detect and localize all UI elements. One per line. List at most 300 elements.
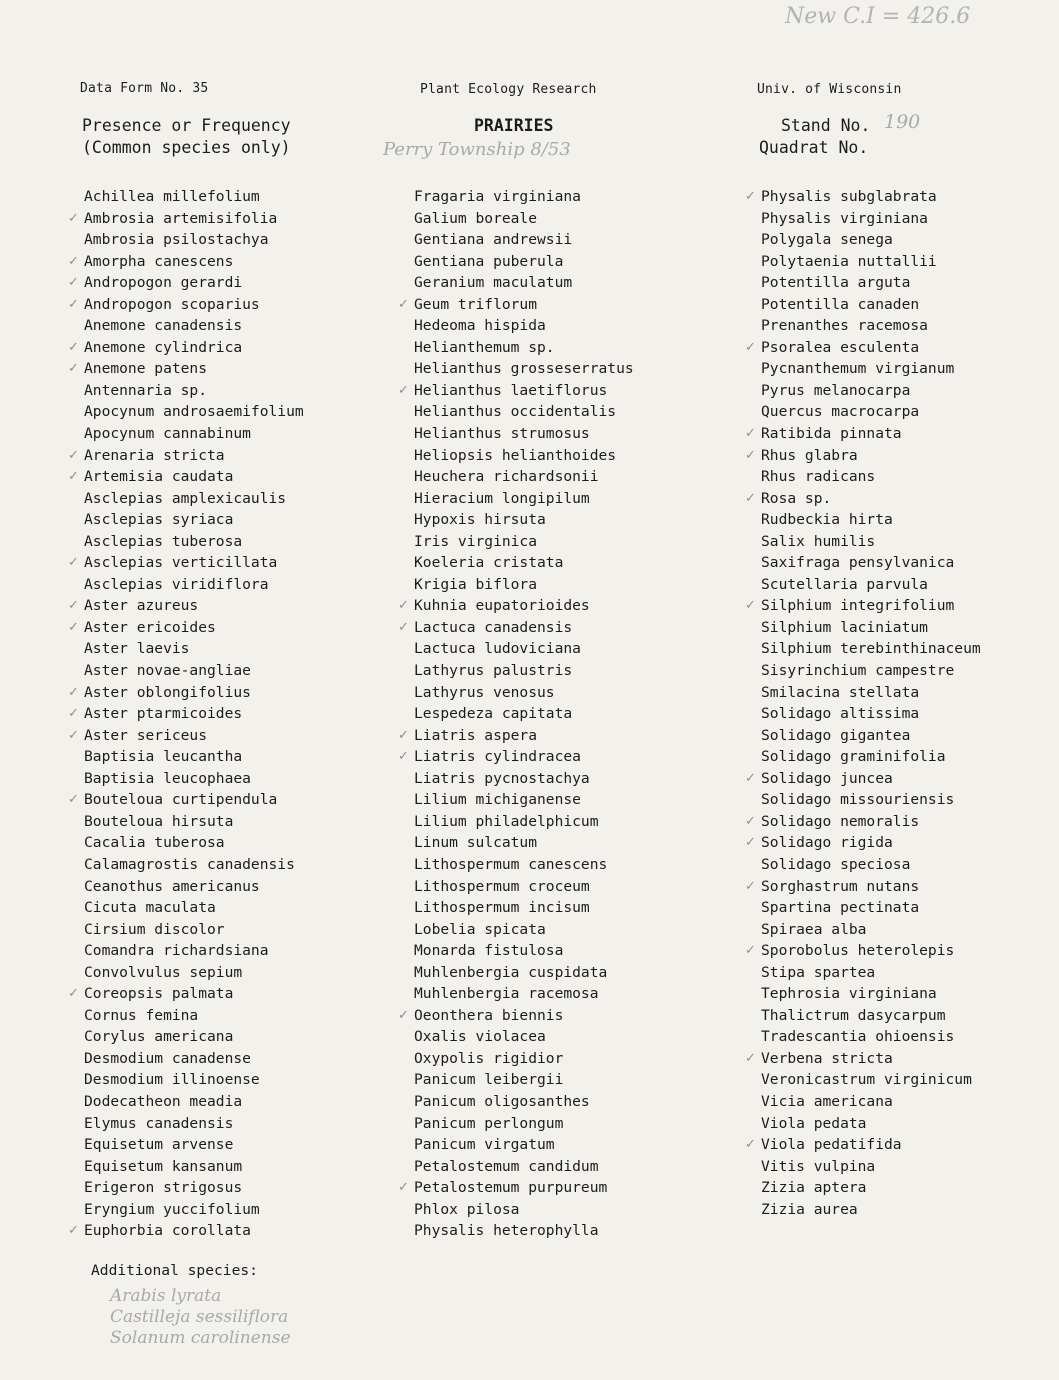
species-name: Heliopsis helianthoides: [414, 446, 617, 464]
species-row: [398, 725, 744, 747]
species-name: Andropogon scoparius: [84, 295, 260, 313]
species-row: [761, 1069, 1059, 1091]
species-row: [414, 811, 744, 833]
species-name: Lithospermum croceum: [414, 877, 590, 895]
species-row: [414, 854, 744, 876]
species-row: [745, 1048, 1059, 1070]
species-row: [84, 1134, 414, 1156]
species-row: [761, 1199, 1059, 1221]
check-mark-icon: ✓: [68, 447, 79, 463]
species-name: Corylus americana: [84, 1028, 234, 1046]
species-row: [414, 531, 744, 553]
species-row: [745, 811, 1059, 833]
species-name: Prenanthes racemosa: [761, 317, 928, 335]
species-name: Silphium laciniatum: [761, 618, 928, 636]
species-name: Elymus canadensis: [84, 1114, 234, 1132]
species-name: Gentiana puberula: [414, 252, 564, 270]
species-row: [745, 423, 1059, 445]
species-name: Cacalia tuberosa: [84, 834, 225, 852]
species-name: Aster laevis: [84, 640, 190, 658]
species-name: Oeonthera biennis: [414, 1006, 564, 1024]
species-row: [84, 380, 414, 402]
check-mark-icon: ✓: [398, 382, 409, 398]
species-row: [414, 1199, 744, 1221]
species-row: [761, 401, 1059, 423]
species-name: Rosa sp.: [761, 489, 832, 507]
species-name: Aster novae-angliae: [84, 662, 251, 680]
species-name: Helianthus strumosus: [414, 425, 590, 443]
species-row: [68, 272, 414, 294]
species-row: [414, 682, 744, 704]
species-row: [84, 832, 414, 854]
check-mark-icon: ✓: [745, 189, 756, 204]
species-name: Liatris aspera: [414, 726, 538, 744]
species-name: Equisetum kansanum: [84, 1157, 243, 1175]
check-mark-icon: ✓: [68, 339, 79, 355]
species-row: [761, 1156, 1059, 1178]
species-name: Anemone canadensis: [84, 317, 243, 335]
species-name: Saxifraga pensylvanica: [761, 554, 955, 572]
species-row: [398, 617, 744, 639]
species-row: [761, 1113, 1059, 1135]
species-row: [414, 638, 744, 660]
species-name: Rudbeckia hirta: [761, 511, 893, 529]
check-mark-icon: ✓: [68, 619, 79, 635]
check-mark-icon: ✓: [745, 447, 756, 463]
species-row: [68, 1220, 414, 1242]
species-row: [761, 380, 1059, 402]
species-row: [761, 725, 1059, 747]
species-name: Andropogon gerardi: [84, 274, 243, 292]
additional-species-item: Arabis lyrata: [110, 1286, 222, 1306]
species-name: Veronicastrum virginicum: [761, 1071, 972, 1089]
species-name: Galium boreale: [414, 209, 538, 227]
check-mark-icon: ✓: [68, 706, 79, 722]
species-row: [84, 315, 414, 337]
species-name: Zizia aptera: [761, 1179, 867, 1197]
species-row: [761, 1005, 1059, 1027]
species-name: Salix humilis: [761, 532, 876, 550]
species-name: Ambrosia psilostachya: [84, 231, 269, 249]
species-row: [68, 445, 414, 467]
species-row: [84, 919, 414, 941]
species-name: Tephrosia virginiana: [761, 985, 937, 1003]
species-row: [68, 725, 414, 747]
species-row: [84, 1199, 414, 1221]
species-name: Kuhnia eupatorioides: [414, 597, 590, 615]
species-row: [414, 962, 744, 984]
species-name: Thalictrum dasycarpum: [761, 1006, 946, 1024]
species-name: Helianthus occidentalis: [414, 403, 617, 421]
species-name: Lithospermum canescens: [414, 855, 608, 873]
species-row: [414, 919, 744, 941]
species-name: Panicum virgatum: [414, 1136, 555, 1154]
species-name: Phlox pilosa: [414, 1200, 520, 1218]
species-name: Solidago juncea: [761, 769, 893, 787]
species-row: [68, 337, 414, 359]
species-row: [414, 1026, 744, 1048]
species-name: Silphium integrifolium: [761, 597, 955, 615]
species-row: [414, 1091, 744, 1113]
species-name: Monarda fistulosa: [414, 942, 564, 960]
check-mark-icon: ✓: [745, 1137, 756, 1153]
species-name: Comandra richardsiana: [84, 942, 269, 960]
species-row: [398, 1177, 744, 1199]
form-number: Data Form No. 35: [80, 81, 209, 96]
species-row: [761, 251, 1059, 273]
species-name: Iris virginica: [414, 532, 538, 550]
species-name: Ambrosia artemisifolia: [84, 209, 278, 227]
species-name: Oxalis violacea: [414, 1028, 546, 1046]
species-row: [84, 1156, 414, 1178]
lab-name: Plant Ecology Research: [420, 82, 597, 97]
species-row: [761, 531, 1059, 553]
check-mark-icon: ✓: [68, 986, 79, 1002]
species-row: [761, 854, 1059, 876]
species-name: Oxypolis rigidior: [414, 1049, 564, 1067]
university-name: Univ. of Wisconsin: [757, 82, 902, 97]
species-row: [414, 660, 744, 682]
check-mark-icon: ✓: [745, 770, 756, 786]
species-name: Eryngium yuccifolium: [84, 1200, 260, 1218]
species-name: Krigia biflora: [414, 575, 538, 593]
species-name: Verbena stricta: [761, 1049, 893, 1067]
species-row: [414, 1048, 744, 1070]
species-name: Panicum perlongum: [414, 1114, 564, 1132]
species-name: Achillea millefolium: [84, 188, 260, 205]
species-name: Pyrus melanocarpa: [761, 381, 911, 399]
species-name: Hypoxis hirsuta: [414, 511, 546, 529]
species-name: Geranium maculatum: [414, 274, 573, 292]
species-name: Geum triflorum: [414, 295, 538, 313]
species-row: [68, 682, 414, 704]
species-name: Heuchera richardsonii: [414, 468, 599, 486]
species-name: Amorpha canescens: [84, 252, 234, 270]
species-name: Aster sericeus: [84, 726, 208, 744]
species-name: Cirsium discolor: [84, 920, 225, 938]
species-row: [398, 1005, 744, 1027]
species-name: Baptisia leucantha: [84, 748, 243, 766]
species-row: [84, 1026, 414, 1048]
species-name: Lactuca canadensis: [414, 618, 573, 636]
additional-species-item: Castilleja sessiliflora: [110, 1307, 289, 1327]
species-row: [414, 876, 744, 898]
species-name: Fragaria virginiana: [414, 188, 581, 205]
check-mark-icon: ✓: [745, 813, 756, 829]
species-name: Ceanothus americanus: [84, 877, 260, 895]
species-name: Asclepias tuberosa: [84, 532, 243, 550]
species-row: [761, 509, 1059, 531]
species-row: [84, 1069, 414, 1091]
species-row: [745, 337, 1059, 359]
species-name: Apocynum androsaemifolium: [84, 403, 304, 421]
species-row: [761, 1091, 1059, 1113]
stand-value: 190: [884, 111, 921, 133]
species-row: [84, 531, 414, 553]
species-name: Liatris pycnostachya: [414, 769, 590, 787]
check-mark-icon: ✓: [398, 1007, 409, 1023]
species-row: [84, 660, 414, 682]
species-row: [414, 832, 744, 854]
check-mark-icon: ✓: [398, 296, 409, 312]
species-row: [414, 509, 744, 531]
species-name: Desmodium canadense: [84, 1049, 251, 1067]
check-mark-icon: ✓: [745, 426, 756, 442]
species-name: Lespedeza capitata: [414, 705, 573, 723]
species-name: Aster ericoides: [84, 618, 216, 636]
species-row: [745, 876, 1059, 898]
species-name: Solidago rigida: [761, 834, 893, 852]
species-name: Spartina pectinata: [761, 899, 920, 917]
check-mark-icon: ✓: [745, 339, 756, 355]
species-row: [761, 638, 1059, 660]
check-mark-icon: ✓: [68, 684, 79, 700]
species-row: [84, 811, 414, 833]
species-name: Desmodium illinoense: [84, 1071, 260, 1089]
species-name: Helianthus grosseserratus: [414, 360, 634, 378]
species-row: [84, 1048, 414, 1070]
species-name: Liatris cylindracea: [414, 748, 581, 766]
species-row: [68, 703, 414, 725]
species-row: [84, 186, 414, 208]
species-name: Viola pedatifida: [761, 1136, 902, 1154]
species-row: [84, 1177, 414, 1199]
quadrat-label: Quadrat No.: [759, 138, 869, 157]
species-name: Polygala senega: [761, 231, 893, 249]
species-name: Lilium philadelphicum: [414, 812, 599, 830]
species-row: [84, 897, 414, 919]
species-name: Lathyrus venosus: [414, 683, 555, 701]
species-name: Rhus glabra: [761, 446, 858, 464]
check-mark-icon: ✓: [68, 275, 79, 291]
species-row: [84, 229, 414, 251]
check-mark-icon: ✓: [68, 792, 79, 808]
species-name: Coreopsis palmata: [84, 985, 234, 1003]
species-row: [414, 703, 744, 725]
species-row: [84, 574, 414, 596]
species-row: [84, 638, 414, 660]
species-row: [414, 208, 744, 230]
species-name: Linum sulcatum: [414, 834, 538, 852]
species-row: [68, 983, 414, 1005]
species-name: Antennaria sp.: [84, 381, 208, 399]
species-row: [414, 401, 744, 423]
species-name: Ratibida pinnata: [761, 425, 902, 443]
species-row: [761, 682, 1059, 704]
species-row: [398, 294, 744, 316]
species-row: [761, 746, 1059, 768]
species-row: [414, 789, 744, 811]
species-row: [68, 466, 414, 488]
species-row: [761, 617, 1059, 639]
check-mark-icon: ✓: [745, 490, 756, 506]
species-row: [745, 186, 1059, 208]
species-row: [761, 897, 1059, 919]
species-row: [414, 1220, 744, 1242]
species-row: [745, 1134, 1059, 1156]
species-name: Physalis subglabrata: [761, 188, 937, 205]
species-row: [414, 1134, 744, 1156]
species-name: Anemone cylindrica: [84, 338, 243, 356]
species-name: Polytaenia nuttallii: [761, 252, 937, 270]
species-name: Aster azureus: [84, 597, 199, 615]
species-row: [414, 1156, 744, 1178]
check-mark-icon: ✓: [68, 361, 79, 377]
species-name: Gentiana andrewsii: [414, 231, 573, 249]
species-row: [745, 445, 1059, 467]
species-name: Convolvulus sepium: [84, 963, 243, 981]
species-name: Hieracium longipilum: [414, 489, 590, 507]
species-row: [414, 466, 744, 488]
species-row: [414, 272, 744, 294]
species-row: [68, 595, 414, 617]
species-name: Rhus radicans: [761, 468, 876, 486]
species-name: Psoralea esculenta: [761, 338, 920, 356]
check-mark-icon: ✓: [398, 598, 409, 614]
species-name: Potentilla arguta: [761, 274, 911, 292]
species-row: [745, 768, 1059, 790]
species-row: [68, 294, 414, 316]
species-name: Panicum leibergii: [414, 1071, 564, 1089]
species-row: [68, 552, 414, 574]
species-name: Lathyrus palustris: [414, 662, 573, 680]
species-name: Physalis heterophylla: [414, 1222, 599, 1240]
species-name: Tradescantia ohioensis: [761, 1028, 955, 1046]
species-row: [414, 574, 744, 596]
species-row: [761, 272, 1059, 294]
species-row: [84, 488, 414, 510]
species-row: [68, 208, 414, 230]
species-name: Quercus macrocarpa: [761, 403, 920, 421]
check-mark-icon: ✓: [68, 1223, 79, 1239]
species-row: [84, 876, 414, 898]
check-mark-icon: ✓: [68, 727, 79, 743]
species-name: Solidago speciosa: [761, 855, 911, 873]
species-row: [414, 768, 744, 790]
species-name: Lilium michiganense: [414, 791, 581, 809]
species-name: Sporobolus heterolepis: [761, 942, 955, 960]
species-name: Bouteloua hirsuta: [84, 812, 234, 830]
species-row: [761, 919, 1059, 941]
check-mark-icon: ✓: [68, 296, 79, 312]
species-name: Lobelia spicata: [414, 920, 546, 938]
species-row: [761, 660, 1059, 682]
species-row: [84, 746, 414, 768]
species-row: [414, 897, 744, 919]
species-row: [761, 294, 1059, 316]
species-name: Koeleria cristata: [414, 554, 564, 572]
species-name: Bouteloua curtipendula: [84, 791, 278, 809]
species-row: [414, 1069, 744, 1091]
species-name: Sisyrinchium campestre: [761, 662, 955, 680]
species-row: [414, 983, 744, 1005]
species-row: [68, 789, 414, 811]
species-row: [761, 789, 1059, 811]
check-mark-icon: ✓: [68, 469, 79, 485]
species-row: [761, 1177, 1059, 1199]
species-name: Silphium terebinthinaceum: [761, 640, 981, 658]
species-column-1: [68, 186, 414, 1242]
species-name: Apocynum cannabinum: [84, 425, 251, 443]
check-mark-icon: ✓: [745, 878, 756, 894]
species-name: Solidago missouriensis: [761, 791, 955, 809]
form-title-line-1: Presence or Frequency: [82, 116, 291, 135]
additional-species-label: Additional species:: [91, 1262, 258, 1279]
handwritten-ci-note: New C.I = 426.6: [785, 4, 971, 29]
species-name: Muhlenbergia racemosa: [414, 985, 599, 1003]
species-row: [414, 337, 744, 359]
species-name: Erigeron strigosus: [84, 1179, 243, 1197]
species-row: [68, 358, 414, 380]
check-mark-icon: ✓: [398, 1180, 409, 1196]
species-row: [68, 251, 414, 273]
species-row: [414, 251, 744, 273]
species-row: [745, 488, 1059, 510]
check-mark-icon: ✓: [68, 555, 79, 571]
form-title-line-2: (Common species only): [82, 138, 291, 157]
species-name: Spiraea alba: [761, 920, 867, 938]
species-name: Aster ptarmicoides: [84, 705, 243, 723]
species-name: Solidago nemoralis: [761, 812, 920, 830]
species-row: [761, 466, 1059, 488]
species-row: [745, 940, 1059, 962]
species-name: Sorghastrum nutans: [761, 877, 920, 895]
species-name: Dodecatheon meadia: [84, 1092, 243, 1110]
species-row: [761, 1026, 1059, 1048]
species-row: [84, 401, 414, 423]
species-name: Equisetum arvense: [84, 1136, 234, 1154]
species-row: [761, 574, 1059, 596]
species-name: Solidago altissima: [761, 705, 920, 723]
species-row: [414, 358, 744, 380]
species-row: [414, 186, 744, 208]
species-row: [398, 380, 744, 402]
check-mark-icon: ✓: [745, 835, 756, 851]
species-row: [414, 488, 744, 510]
species-name: Calamagrostis canadensis: [84, 855, 295, 873]
species-row: [414, 315, 744, 337]
species-row: [414, 552, 744, 574]
species-row: [414, 940, 744, 962]
species-name: Panicum oligosanthes: [414, 1092, 590, 1110]
check-mark-icon: ✓: [745, 1050, 756, 1066]
species-row: [414, 1113, 744, 1135]
species-column-2: [398, 186, 744, 1242]
species-row: [84, 768, 414, 790]
species-row: [84, 1113, 414, 1135]
species-name: Euphorbia corollata: [84, 1222, 251, 1240]
additional-species-item: Solanum carolinense: [110, 1328, 291, 1348]
species-name: Anemone patens: [84, 360, 208, 378]
species-name: Cicuta maculata: [84, 899, 216, 917]
species-name: Lithospermum incisum: [414, 899, 590, 917]
species-name: Asclepias syriaca: [84, 511, 234, 529]
species-row: [761, 703, 1059, 725]
species-row: [414, 423, 744, 445]
species-row: [84, 940, 414, 962]
species-row: [761, 358, 1059, 380]
species-name: Potentilla canaden: [761, 295, 920, 313]
species-name: Lactuca ludoviciana: [414, 640, 581, 658]
species-name: Helianthus laetiflorus: [414, 381, 608, 399]
species-name: Solidago gigantea: [761, 726, 911, 744]
species-name: Smilacina stellata: [761, 683, 920, 701]
species-name: Viola pedata: [761, 1114, 867, 1132]
species-name: Petalostemum candidum: [414, 1157, 599, 1175]
species-name: Petalostemum purpureum: [414, 1179, 608, 1197]
location-handwritten: Perry Township 8/53: [383, 139, 571, 160]
check-mark-icon: ✓: [745, 598, 756, 614]
